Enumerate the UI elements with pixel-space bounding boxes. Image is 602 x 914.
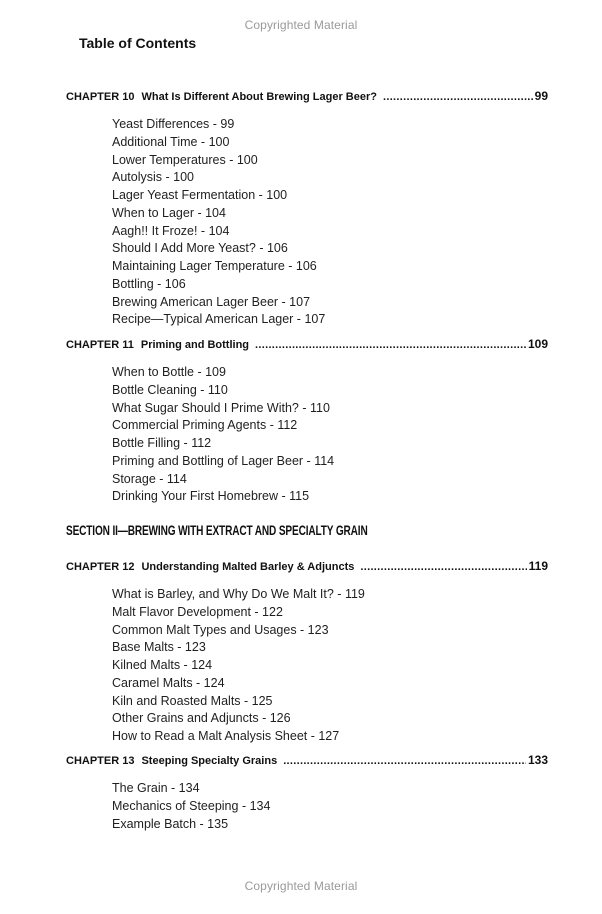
toc-entry[interactable]: Bottle Cleaning - 110	[112, 382, 228, 397]
chapter-13-title: Steeping Specialty Grains	[141, 755, 278, 767]
toc-entry[interactable]: Mechanics of Steeping - 134	[112, 798, 271, 813]
toc-entry[interactable]: Brewing American Lager Beer - 107	[112, 294, 311, 309]
chapter-11-page: 109	[527, 337, 548, 351]
toc-entry[interactable]: Kilned Malts - 124	[112, 658, 213, 672]
toc-entry[interactable]: How to Read a Malt Analysis Sheet - 127	[112, 729, 340, 743]
dot-leader	[383, 91, 533, 103]
toc-entry[interactable]: Lower Temperatures - 100	[112, 152, 258, 167]
chapter-12-number: CHAPTER 12	[66, 561, 135, 573]
watermark-top: Copyrighted Material	[244, 18, 358, 32]
chapter-11	[66, 337, 548, 506]
toc-entry[interactable]: Lager Yeast Fermentation - 100	[112, 188, 288, 202]
toc-entry[interactable]: Maintaining Lager Temperature - 106	[112, 259, 317, 273]
toc-entry[interactable]: Should I Add More Yeast? - 106	[112, 241, 288, 256]
toc-entry[interactable]: What Sugar Should I Prime With? - 110	[112, 400, 330, 415]
chapter-12	[66, 559, 548, 746]
toc-entry[interactable]: Other Grains and Adjuncts - 126	[112, 711, 291, 726]
chapter-12-entries	[66, 586, 548, 746]
chapter-11-number: CHAPTER 11	[66, 339, 134, 351]
chapter-10-heading[interactable]	[66, 89, 548, 104]
chapter-13-entries	[66, 780, 548, 833]
toc-entry[interactable]: Aagh!! It Froze! - 104	[112, 223, 230, 238]
chapter-13	[66, 753, 548, 833]
chapter-10	[66, 89, 548, 329]
chapter-10-title: What Is Different About Brewing Lager Beer?	[141, 91, 377, 103]
toc-entry[interactable]: Storage - 114	[112, 471, 187, 486]
toc-entry[interactable]: The Grain - 134	[112, 781, 200, 795]
dot-leader	[255, 339, 526, 351]
chapter-12-title: Understanding Malted Barley & Adjuncts	[141, 561, 355, 573]
chapter-12-page: 119	[528, 559, 548, 573]
toc-entry[interactable]: Yeast Differences - 99	[112, 117, 235, 131]
toc-entry[interactable]: Priming and Bottling of Lager Beer - 114	[112, 453, 335, 468]
chapter-12-heading[interactable]	[66, 559, 548, 574]
chapter-11-entries	[66, 364, 548, 506]
chapter-13-heading[interactable]	[66, 753, 548, 768]
toc-entry[interactable]: What is Barley, and Why Do We Malt It? - 119	[112, 587, 365, 601]
toc-entry[interactable]: Kiln and Roasted Malts - 125	[112, 693, 273, 708]
chapter-10-entries	[66, 116, 548, 329]
section-heading: SECTION II—BREWING WITH EXTRACT AND SPECIALTY GRAIN	[66, 522, 368, 538]
watermark-bottom: Copyrighted Material	[244, 879, 358, 893]
dot-leader	[360, 561, 526, 573]
chapter-10-page: 99	[534, 89, 548, 103]
toc-entry[interactable]: Additional Time - 100	[112, 134, 230, 149]
toc-title: Table of Contents	[79, 35, 197, 51]
chapter-10-number: CHAPTER 10	[66, 91, 135, 103]
chapter-11-title: Priming and Bottling	[140, 339, 250, 351]
dot-leader	[283, 755, 526, 767]
toc-entry[interactable]: Malt Flavor Development - 122	[112, 604, 283, 619]
toc-entry[interactable]: When to Bottle - 109	[112, 365, 226, 379]
chapter-13-number: CHAPTER 13	[66, 755, 135, 767]
toc-entry[interactable]: Bottling - 106	[112, 276, 186, 291]
toc-entry[interactable]: Example Batch - 135	[112, 816, 229, 831]
toc-entry[interactable]: Bottle Filling - 112	[112, 436, 212, 450]
toc-entry[interactable]: Common Malt Types and Usages - 123	[112, 622, 329, 637]
toc-entry[interactable]: When to Lager - 104	[112, 205, 226, 220]
toc-entry[interactable]: Caramel Malts - 124	[112, 675, 225, 690]
chapter-13-page: 133	[527, 753, 548, 767]
toc-entry[interactable]: Commercial Priming Agents - 112	[112, 418, 298, 433]
toc-entry[interactable]: Recipe—Typical American Lager - 107	[112, 312, 326, 327]
toc-entry[interactable]: Drinking Your First Homebrew - 115	[112, 489, 310, 504]
toc-entry[interactable]: Base Malts - 123	[112, 640, 206, 655]
chapter-11-heading[interactable]	[66, 337, 548, 352]
toc-entry[interactable]: Autolysis - 100	[112, 170, 194, 185]
